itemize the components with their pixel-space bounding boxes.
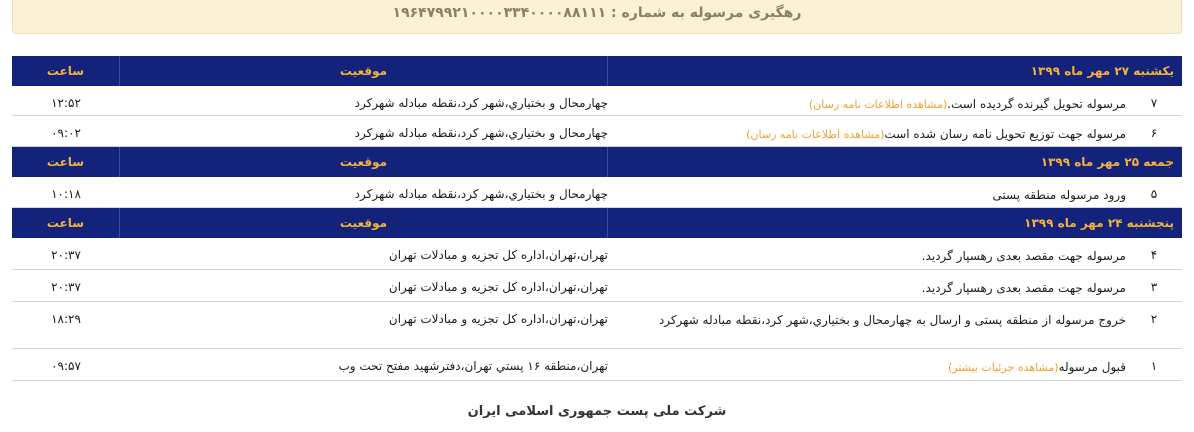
location-header: موقعیت <box>120 56 608 86</box>
table-row <box>12 302 1182 349</box>
row-number: ۱ <box>1150 359 1158 373</box>
row-description <box>608 349 1126 380</box>
table-row <box>12 238 1182 270</box>
footer-company-name: شرکت ملی پست جمهوری اسلامی ایران <box>467 404 727 419</box>
courier-info-link[interactable]: (مشاهده اطلاعات نامه رسان) <box>746 128 885 141</box>
date-label: یکشنبه ۲۷ مهر ماه ۱۳۹۹ <box>1030 64 1174 78</box>
row-description <box>608 270 1126 301</box>
table-row <box>12 177 1182 208</box>
row-number: ۵ <box>1150 187 1158 201</box>
row-description <box>608 302 1126 348</box>
table-row <box>12 270 1182 302</box>
row-time: ۲۰:۳۷ <box>51 280 81 294</box>
tracking-banner: رهگیری مرسوله به شماره : ۱۹۶۴۷۹۹۲۱۰۰۰۰۳۳۴۰۰۰۰۸۸۱۱۱ <box>12 0 1182 34</box>
date-label: پنجشنبه ۲۴ مهر ماه ۱۳۹۹ <box>1024 216 1174 230</box>
row-description <box>608 238 1126 269</box>
date-header <box>12 147 1182 177</box>
row-location: تهران،تهران،اداره كل تجزيه و مبادلات تهران <box>388 248 608 262</box>
date-label: جمعه ۲۵ مهر ماه ۱۳۹۹ <box>1040 155 1174 169</box>
description-text: مرسوله جهت توزیع تحویل نامه رسان شده است <box>884 127 1126 141</box>
location-header: موقعیت <box>120 208 608 238</box>
row-location: تهران،منطقه ۱۶ پستي تهران،دفترشهيد مفتح تحت وب <box>338 359 608 373</box>
row-time: ۱۲:۵۲ <box>51 96 81 110</box>
description-text: مرسوله جهت مقصد بعدی رهسپار گردید. <box>921 281 1126 295</box>
description-text: مرسوله تحویل گیرنده گردیده است. <box>947 97 1126 111</box>
date-header <box>12 56 1182 86</box>
row-time: ۰۹:۵۷ <box>51 359 81 373</box>
description-text: قبول مرسوله <box>1058 360 1126 374</box>
row-number: ۳ <box>1150 280 1158 294</box>
row-location: تهران،تهران،اداره كل تجزيه و مبادلات تهران <box>388 312 608 326</box>
table-row <box>12 116 1182 147</box>
description-text: مرسوله جهت مقصد بعدی رهسپار گردید. <box>921 249 1126 263</box>
row-time: ۱۸:۲۹ <box>51 312 81 326</box>
description-text: خروج مرسوله از منطقه پستی و ارسال به چهارمحال و بختياري،شهر كرد،نقطه مبادله شهركرد <box>658 313 1126 327</box>
row-number: ۴ <box>1150 248 1158 262</box>
row-description <box>608 177 1126 207</box>
row-description <box>608 86 1126 115</box>
row-time: ۰۹:۰۲ <box>51 126 81 140</box>
row-location: چهارمحال و بختياري،شهر كرد،نقطه مبادله شهركرد <box>354 187 608 201</box>
row-location: چهارمحال و بختياري،شهر كرد،نقطه مبادله شهركرد <box>354 126 608 140</box>
row-location: تهران،تهران،اداره كل تجزيه و مبادلات تهران <box>388 280 608 294</box>
row-time: ۲۰:۳۷ <box>51 248 81 262</box>
location-header: موقعیت <box>120 147 608 177</box>
row-description <box>608 116 1126 146</box>
row-number: ۶ <box>1150 126 1158 140</box>
row-number: ۲ <box>1150 312 1158 326</box>
time-header: ساعت <box>12 208 120 238</box>
tracking-table <box>12 56 1182 381</box>
row-time: ۱۰:۱۸ <box>51 187 81 201</box>
courier-info-link[interactable]: (مشاهده اطلاعات نامه رسان) <box>808 98 948 111</box>
row-location: چهارمحال و بختياري،شهر كرد،نقطه مبادله شهركرد <box>354 96 608 110</box>
more-details-link[interactable]: (مشاهده جزئیات بیشتر) <box>948 361 1059 374</box>
date-header <box>12 208 1182 238</box>
table-row <box>12 349 1182 381</box>
time-header: ساعت <box>12 147 120 177</box>
description-text: ورود مرسوله منطقه پستی <box>992 188 1126 202</box>
table-row <box>12 86 1182 116</box>
row-number: ۷ <box>1150 96 1158 110</box>
time-header: ساعت <box>12 56 120 86</box>
